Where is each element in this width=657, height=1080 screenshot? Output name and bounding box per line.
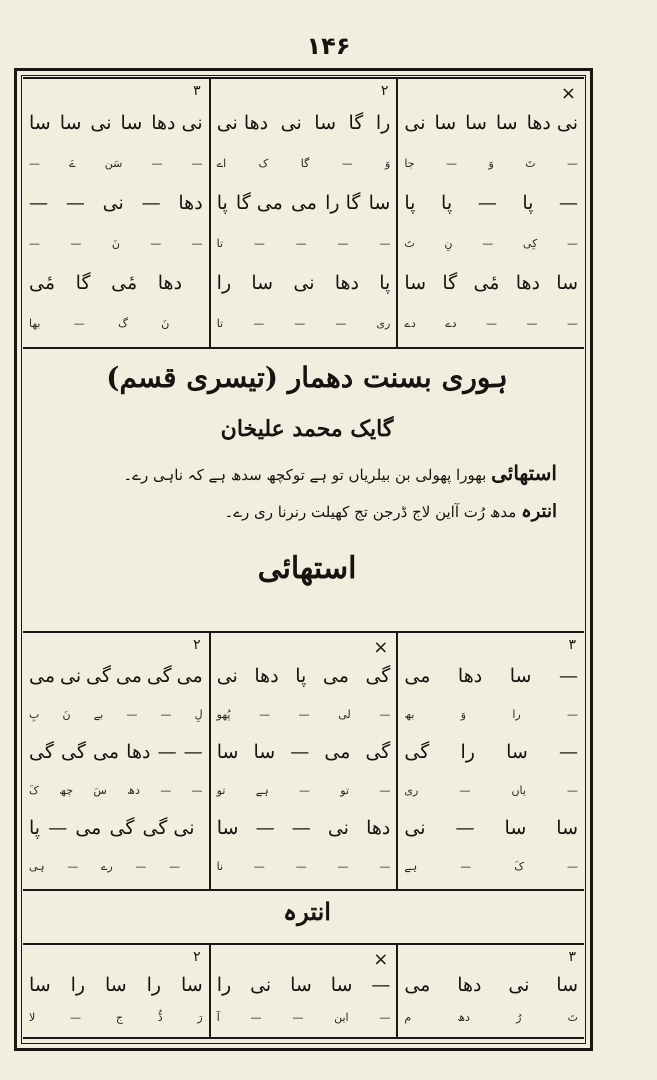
lyric-syllable-row [217,317,391,330]
swara: می [404,974,431,997]
syllable: بے [93,707,104,721]
swara: — [477,192,497,215]
syllable: — [250,1010,262,1024]
swara: را [70,974,86,997]
swara-row [29,192,203,214]
swara-row [29,112,203,134]
lyric-syllable-row [404,1011,578,1024]
lyric-syllable-row [217,860,391,873]
syllable: — [337,236,349,250]
swara: نی [59,665,82,688]
notation-cell [23,945,209,1037]
swara: دھا [178,192,203,215]
beat-marker: ۲ [193,949,201,965]
syllable: — [526,316,538,330]
lyric-syllable-row [29,157,203,170]
swara: می [29,665,56,688]
syllable: — [567,859,579,873]
swara: سا [216,817,239,840]
antra-heading: انترہ [283,897,331,926]
notation-cell [209,633,397,889]
syllable: را [512,707,521,721]
swara: می [115,665,142,688]
syllable: — [295,236,307,250]
swara: سا [29,112,51,135]
syllable: ری [376,316,391,330]
swara: دھا نی [216,112,269,135]
swara: گا [442,272,458,295]
swara: پا [216,192,228,215]
notation-cell [209,945,397,1037]
swara: مٔی [29,272,56,295]
swara: گا را [325,192,361,215]
syllable: نَ [111,236,120,250]
syllable: گا [300,156,310,170]
swara-row [217,665,391,687]
swara: را [146,974,162,997]
swara: را [216,974,232,997]
swara: می [75,817,102,840]
syllable: — [151,156,163,170]
syllable: رَ [197,1010,203,1024]
syllable: — [298,783,310,797]
notation-cell [209,79,397,347]
swara: می [322,665,349,688]
sthai-line [57,461,557,485]
swara: نی [404,112,426,135]
syllable: سَن [104,156,123,170]
syllable: تا [216,236,224,250]
syllable: — [169,859,181,873]
swara-row [217,974,391,996]
syllable: لی [338,707,351,721]
swara-row [404,974,578,996]
syllable: ج [115,1010,123,1024]
swara: — [255,817,275,840]
swara: سا [120,112,143,135]
swara: — [157,741,177,764]
lyric-syllable-row [29,317,203,330]
swara: دھا [457,665,483,688]
swara: سا [506,741,528,764]
swara: نی [404,817,426,840]
swara: دھا [334,272,360,295]
swara: سا [251,272,274,295]
swara: — [559,192,579,215]
swara: دھا [515,272,541,295]
swara: گی [29,741,54,764]
swara: می [93,741,120,764]
syllable: کِی [522,236,538,250]
syllable: — [295,859,307,873]
syllable: — [259,707,271,721]
beat-marker: ۲ [193,637,201,653]
syllable: — [292,1010,304,1024]
syllable: — [29,156,40,170]
syllable: وَ [488,156,494,170]
syllable: تو [340,783,350,797]
swara-row [404,272,578,294]
swara: نی دھا [151,112,203,135]
syllable: — [135,859,147,873]
syllable: تَ [567,1010,579,1024]
syllable: دے [404,316,416,330]
swara-row [404,817,578,839]
swara: پا [29,817,41,840]
swara: گی [109,817,135,840]
swara: می [324,741,351,764]
lyric-syllable-row [404,860,578,873]
lyric-syllable-row [217,1011,391,1024]
syllable: م [404,1010,412,1024]
swara-row [217,741,391,763]
swara: می گا [235,192,283,215]
swara: — [455,817,475,840]
swara: گی [365,741,391,764]
syllable: نِ [444,236,453,250]
swara: را [375,112,391,135]
syllable: — [253,859,265,873]
swara: می [290,192,317,215]
swara: مٔی [473,272,500,295]
syllable: ہی [29,859,45,873]
swara: سا [465,112,487,135]
beat-marker: ۲ [380,83,389,99]
notation-cell [23,79,209,347]
syllable: تو [216,783,226,797]
lyric-syllable-row [404,708,578,721]
syllable: رُ [516,1010,522,1024]
swara-row [404,192,578,214]
syllable: — [337,859,349,873]
syllable: — [253,236,265,250]
syllable: — [126,707,138,721]
beat-marker: × [373,949,389,970]
syllable: — [567,783,579,797]
notation-grid-top [23,77,584,349]
syllable: — [335,316,347,330]
syllable: لا [29,1010,36,1024]
notation-cell [396,945,584,1037]
swara: — [290,741,310,764]
swara: — [65,192,85,215]
beat-marker: ۳ [193,83,201,99]
syllable: اے [216,156,227,170]
syllable: — [160,783,172,797]
swara: سا [556,974,579,997]
lyric-syllable-row [29,860,203,873]
swara: پا [379,272,391,295]
syllable: — [379,236,391,250]
swara-row [29,817,203,839]
syllable: نا [216,859,224,873]
syllable: — [567,156,579,170]
swara: سا [404,272,427,295]
swara: سا [290,974,312,997]
lyric-syllable-row [404,157,578,170]
syllable: — [29,236,41,250]
syllable: — [341,156,353,170]
beat-marker: ۳ [568,949,577,965]
swara-row [217,112,391,134]
page-number: ۱۴۶ [306,32,351,60]
swara-row [404,665,578,687]
swara: نی [90,112,112,135]
swara: — [141,192,161,215]
lyric-syllable-row [404,784,578,797]
swara: سا [330,974,353,997]
syllable: — [379,783,391,797]
syllable: ری [404,783,419,797]
antra-text: مدھ رُت آاین لاج ڈرجن تج کھیلت رنرنا ری رے۔ [224,503,517,521]
syllable: یاں [511,783,526,797]
syllable: — [73,316,85,330]
swara-row [404,741,578,763]
notation-cell [23,633,209,889]
swara: سا [556,272,579,295]
swara: نی [327,817,349,840]
lyric-syllable-row [217,237,391,250]
swara: نی [280,112,302,135]
syllable: — [70,236,82,250]
syllable: — [459,783,471,797]
swara: می [176,665,203,688]
swara: دھا [366,817,391,840]
beat-marker: × [560,83,577,104]
sthai-label: استھائی [491,461,557,485]
lyric-syllable-row [217,157,391,170]
syllable: — [294,316,306,330]
swara: گی [365,665,391,688]
swara: گی [86,665,111,688]
syllable: — [379,707,391,721]
swara: نی [293,272,315,295]
swara: گی [404,741,430,764]
syllable: دے [445,316,457,330]
antra-line [57,501,557,522]
lyric-syllable-row [404,237,578,250]
syllable: ڈُ [157,1010,163,1024]
swara: سا [556,817,579,840]
notation-grid-sthai [23,631,584,891]
swara: — [559,741,579,764]
lyric-syllable-row [29,1011,203,1024]
swara-row [217,272,391,294]
syllable: — [298,707,310,721]
syllable: رے [100,859,113,873]
swara: سا [509,665,532,688]
swara: نی [250,974,272,997]
syllable: — [191,236,203,250]
swara: دھا [157,272,183,295]
composer-name: گایک محمد علیخان [220,416,394,442]
syllable: وَ [385,156,391,170]
syllable: — [460,859,472,873]
lyric-syllable-row [29,708,203,721]
syllable: — [567,316,579,330]
swara: نی گی [142,817,195,840]
swara: سا [104,974,127,997]
song-title: ہوری بسنت دھمار (تیسری قسم) [106,361,508,394]
swara: مٔی [111,272,138,295]
swara: — [371,974,391,997]
syllable: پُھو [216,707,231,721]
notation-cell [396,79,584,347]
swara: دھا [457,974,482,997]
swara: را [460,741,475,764]
syllable: — [482,236,494,250]
swara: نی [508,974,530,997]
swara: پا [404,192,416,215]
syllable: — [379,859,391,873]
syllable: وَ [460,707,467,721]
syllable: — [191,783,203,797]
swara: — [48,817,68,840]
swara: سا [253,741,276,764]
syllable: بِ [29,707,40,721]
swara: سا [504,817,527,840]
syllable: دھ [457,1010,470,1024]
swara: — [291,817,311,840]
sthai-text: بھورا پھولی بن بیلریاں تو ہے توکچھ سدھ ہے کہ ناہی رے۔ [123,466,487,484]
swara: پا [522,192,534,215]
syllable: — [191,156,203,170]
swara: دھا [254,665,279,688]
syllable: کَ [29,783,39,797]
syllable: چھ [59,783,74,797]
syllable: کَ [514,859,525,873]
swara: دھا [126,741,151,764]
syllable: — [150,236,162,250]
swara-row [29,741,203,763]
syllable: ہے [404,859,418,873]
swara: سا [29,974,51,997]
swara: گی [146,665,172,688]
swara: نی [216,665,238,688]
swara: سا [216,741,239,764]
syllable: بھ [404,707,415,721]
syllable: سَ [93,783,107,797]
swara: پا [441,192,453,215]
swara: سا [495,112,518,135]
syllable: نَ [62,707,71,721]
syllable: ےَ [69,156,76,170]
syllable: تَ [404,236,415,250]
swara: گی [61,741,86,764]
swara: سا [368,192,391,215]
swara: — [559,665,579,688]
syllable: — [567,236,579,250]
syllable: — [445,156,457,170]
syllable: بھا [29,316,41,330]
swara: سا [180,974,203,997]
lyric-syllable-row [29,784,203,797]
lyric-syllable-row [29,237,203,250]
syllable: تا [216,316,224,330]
syllable: — [379,1010,391,1024]
syllable: ک [258,156,269,170]
swara: سا [59,112,82,135]
lyric-syllable-row [217,708,391,721]
swara-row [29,272,203,294]
syllable: — [253,316,265,330]
page-frame [14,68,593,1051]
lyric-syllable-row [217,784,391,797]
syllable: آ [216,1010,220,1024]
syllable: گ [118,316,128,330]
swara: گا [348,112,364,135]
swara: گا [75,272,91,295]
syllable: — [160,707,172,721]
syllable: — [67,859,79,873]
syllable: جا [404,156,415,170]
notation-grid-antra [23,943,584,1039]
swara-row [29,974,203,996]
swara: نی دھا [526,112,579,135]
lyric-syllable-row [404,317,578,330]
swara: را [216,272,232,295]
antra-label: انترہ [521,501,557,522]
swara-row [404,112,578,134]
swara-row [29,665,203,687]
swara: می [404,665,431,688]
swara-row [217,817,391,839]
swara: — [29,192,49,215]
swara: نی [102,192,124,215]
syllable: لِ [194,707,203,721]
swara-row [217,192,391,214]
syllable: — [70,1010,82,1024]
syllable: — [486,316,498,330]
notation-cell [396,633,584,889]
syllable: ہے [255,783,269,797]
beat-marker: × [373,637,389,658]
sthai-heading: استھائی [257,551,357,586]
beat-marker: ۳ [568,637,577,653]
syllable: — [567,707,579,721]
swara: سا [434,112,457,135]
syllable: این [334,1010,349,1024]
syllable: تَ [525,156,536,170]
swara: پا [295,665,307,688]
syllable: دھ [127,783,140,797]
swara: — [183,741,203,764]
swara: سا [314,112,336,135]
syllable: نَ [161,316,170,330]
